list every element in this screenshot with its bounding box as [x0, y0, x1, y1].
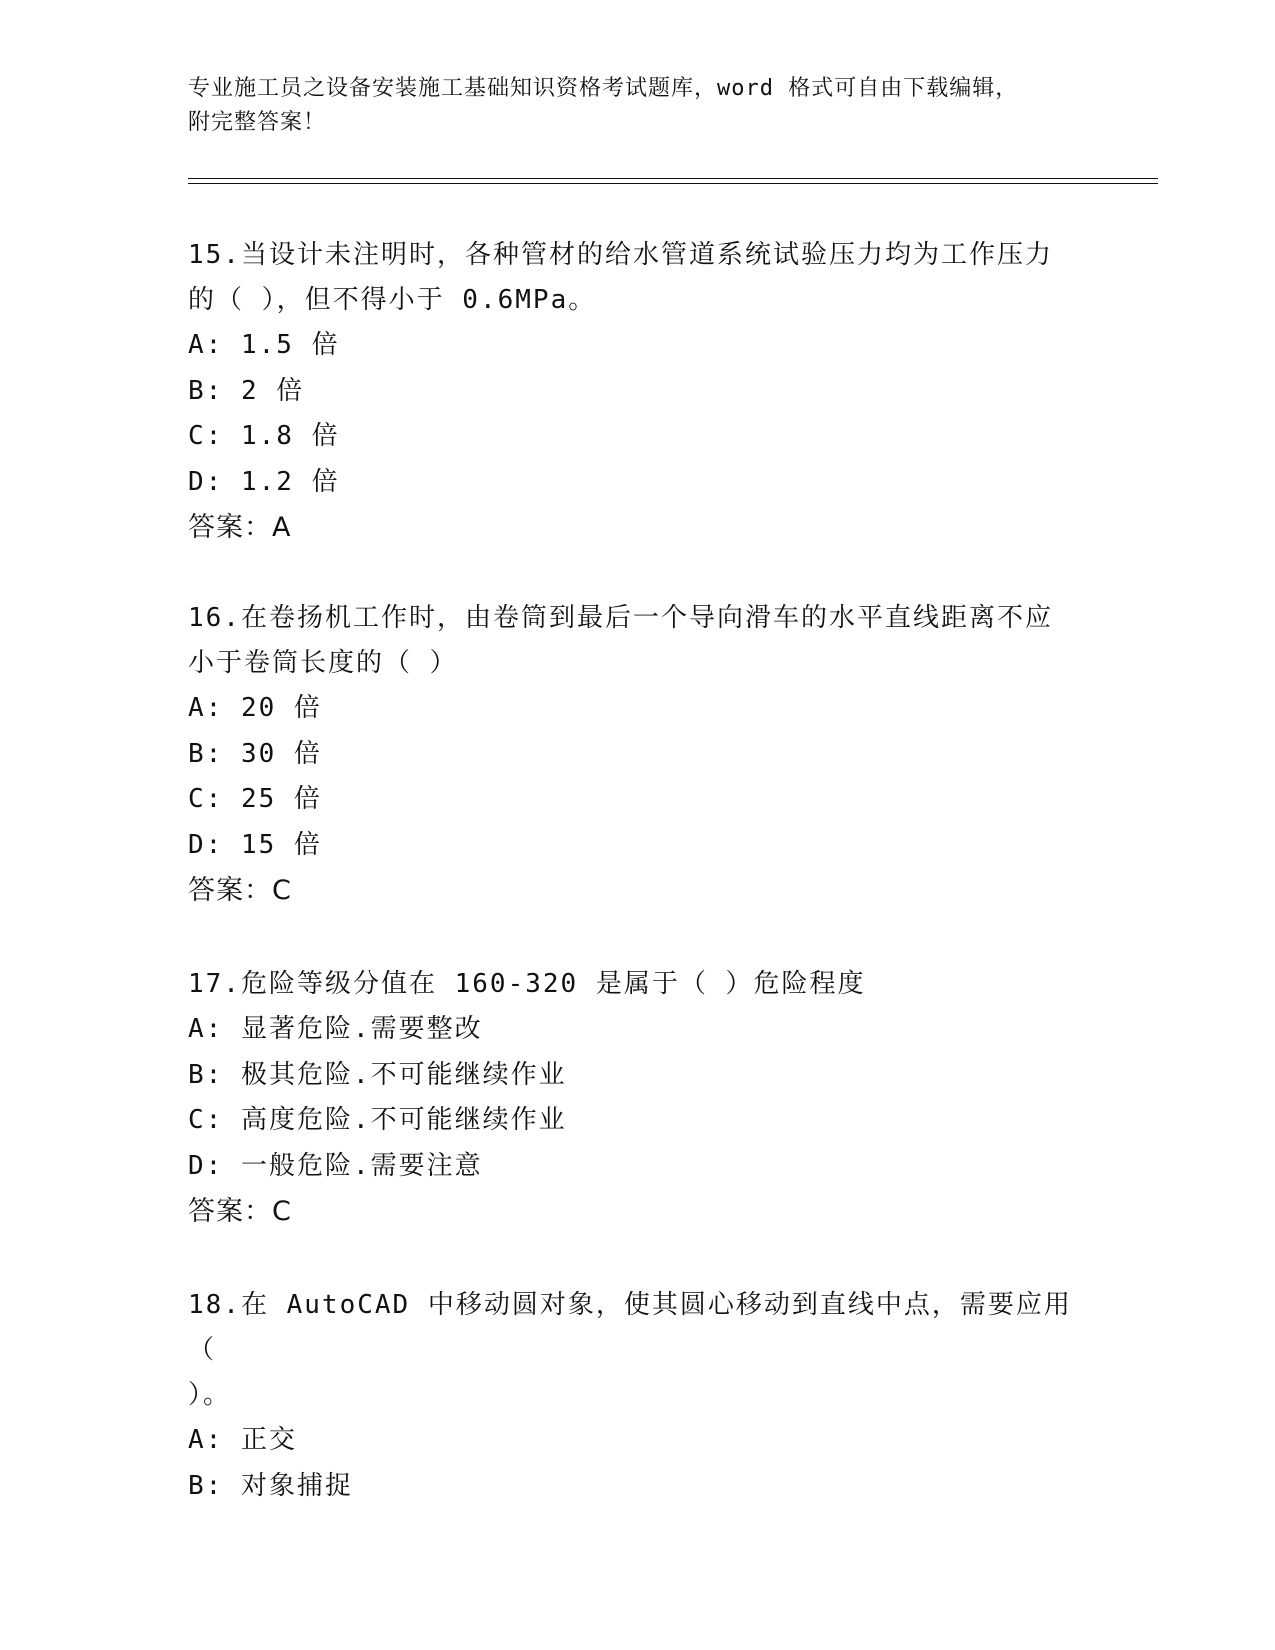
header-divider-bottom [188, 183, 1158, 184]
option-d: D: 15 倍 [188, 829, 322, 860]
question-18 [188, 1283, 1088, 1509]
option-b: B: 2 倍 [188, 375, 305, 406]
answer-label: 答案：C [188, 1196, 292, 1227]
option-c: C: 25 倍 [188, 784, 322, 814]
option-a: A: 正交 [188, 1425, 297, 1455]
document-header [188, 72, 1088, 140]
question-stem-line-1: 17.危险等级分值在 160-320 是属于（ ）危险程度 [188, 969, 866, 999]
question-stem-line-1: 16.在卷扬机工作时，由卷筒到最后一个导向滑车的水平直线距离不应 [188, 603, 1053, 633]
header-line-2: 附完整答案！ [188, 110, 327, 135]
header-line-1: 专业施工员之设备安装施工基础知识资格考试题库，word 格式可自由下载编辑， [188, 76, 1019, 101]
question-stem-line-1: 18.在 AutoCAD 中移动圆对象，使其圆心移动到直线中点，需要应用（ [188, 1290, 1072, 1365]
question-stem-line-2: 的（ ），但不得小于 0.6MPa。 [188, 285, 597, 315]
option-b: B: 对象捕捉 [188, 1470, 353, 1501]
answer-label: 答案：A [188, 512, 292, 543]
question-stem-line-1: 15.当设计未注明时，各种管材的给水管道系统试验压力均为工作压力 [188, 240, 1053, 270]
option-b: B: 30 倍 [188, 738, 322, 769]
question-17 [188, 962, 1088, 1234]
answer-label: 答案：C [188, 875, 292, 906]
option-b: B: 极其危险.不可能继续作业 [188, 1059, 567, 1090]
question-stem-line-2: 小于卷筒长度的（ ） [188, 648, 458, 678]
question-16 [188, 596, 1088, 913]
option-d: D: 1.2 倍 [188, 466, 340, 497]
question-15 [188, 233, 1088, 550]
header-divider-top [188, 178, 1158, 179]
option-c: C: 1.8 倍 [188, 421, 340, 451]
option-a: A: 1.5 倍 [188, 330, 340, 360]
option-c: C: 高度危险.不可能继续作业 [188, 1105, 567, 1135]
option-d: D: 一般危险.需要注意 [188, 1150, 483, 1181]
option-a: A: 20 倍 [188, 693, 322, 723]
option-a: A: 显著危险.需要整改 [188, 1014, 483, 1044]
question-stem-line-2: ）。 [188, 1380, 232, 1410]
